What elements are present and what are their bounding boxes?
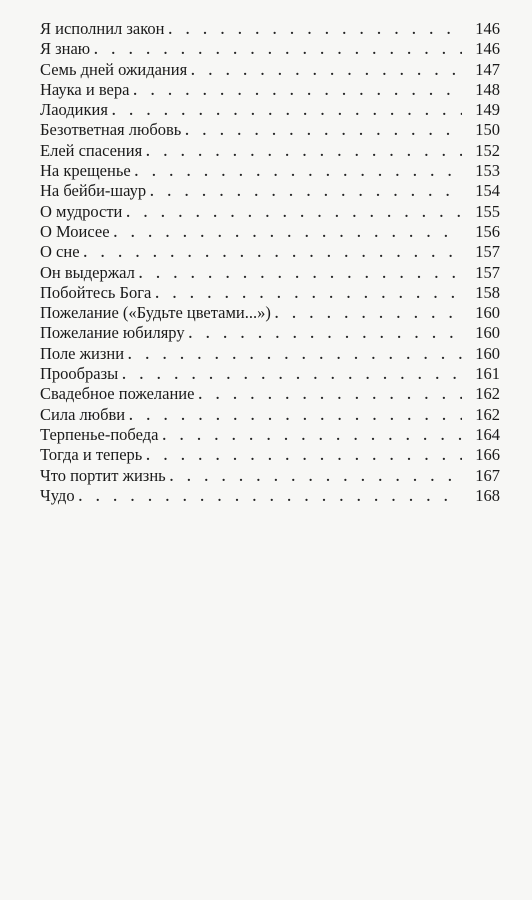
toc-entry xyxy=(40,242,500,262)
toc-entry-page: 148 xyxy=(475,79,500,99)
toc-entry-page: 157 xyxy=(475,242,500,262)
toc-entry-title: Лаодикия xyxy=(40,100,108,120)
toc-entry-page: 152 xyxy=(475,140,500,160)
toc-entry-page: 167 xyxy=(475,465,500,485)
toc-dot-leader xyxy=(162,427,462,447)
toc-dot-leader xyxy=(170,468,462,488)
toc-entry-title: Что портит жизнь xyxy=(40,465,166,485)
toc-entry-page: 153 xyxy=(475,161,500,181)
toc-dot-leader xyxy=(112,102,462,122)
toc-entry xyxy=(40,141,500,161)
toc-dot-leader xyxy=(189,325,462,345)
toc-entry xyxy=(40,19,500,39)
toc-dot-leader xyxy=(114,224,462,244)
toc-entry-page: 160 xyxy=(475,323,500,343)
toc-entry-title: Терпенье-победа xyxy=(40,424,159,444)
toc-entry-title: Безответная любовь xyxy=(40,120,182,140)
table-of-contents xyxy=(40,19,500,506)
toc-dot-leader xyxy=(94,41,462,61)
toc-entry xyxy=(40,364,500,384)
toc-entry-title: Наука и вера xyxy=(40,79,130,99)
toc-dot-leader xyxy=(146,447,462,467)
toc-entry xyxy=(40,303,500,323)
toc-dot-leader xyxy=(191,62,462,82)
toc-entry-title: Семь дней ожидания xyxy=(40,59,188,79)
toc-entry-title: На крещенье xyxy=(40,161,131,181)
toc-entry-page: 162 xyxy=(475,404,500,424)
toc-dot-leader xyxy=(198,386,462,406)
toc-entry-title: О сне xyxy=(40,242,80,262)
toc-entry-page: 162 xyxy=(475,384,500,404)
toc-entry-page: 168 xyxy=(475,485,500,505)
toc-dot-leader xyxy=(146,143,462,163)
toc-entry-page: 146 xyxy=(475,39,500,59)
toc-entry-page: 146 xyxy=(475,19,500,38)
toc-dot-leader xyxy=(135,163,462,183)
toc-entry xyxy=(40,202,500,222)
toc-entry-title: На бейби-шаур xyxy=(40,181,147,201)
toc-entry-page: 166 xyxy=(475,445,500,465)
toc-entry-title: О мудрости xyxy=(40,201,123,221)
toc-entry xyxy=(40,222,500,242)
toc-entry-title: Я знаю xyxy=(40,39,91,59)
toc-entry xyxy=(40,120,500,140)
toc-entry xyxy=(40,445,500,465)
toc-dot-leader xyxy=(84,244,462,264)
toc-entry-title: Поле жизни xyxy=(40,343,125,363)
toc-entry-title: Я исполнил закон xyxy=(40,19,165,38)
toc-entry-title: Побойтесь Бога xyxy=(40,282,152,302)
toc-entry xyxy=(40,39,500,59)
toc-entry-title: Чудо xyxy=(40,485,75,505)
toc-dot-leader xyxy=(129,407,462,427)
toc-entry-title: Свадебное пожелание xyxy=(40,384,195,404)
toc-entry-page: 161 xyxy=(475,364,500,384)
toc-entry xyxy=(40,486,500,506)
toc-entry-title: Пожелание юбиляру xyxy=(40,323,185,343)
toc-entry-title: О Моисее xyxy=(40,221,110,241)
toc-entry xyxy=(40,283,500,303)
toc-dot-leader xyxy=(150,183,462,203)
toc-entry xyxy=(40,181,500,201)
toc-entry xyxy=(40,323,500,343)
toc-entry-page: 158 xyxy=(475,282,500,302)
toc-entry-page: 164 xyxy=(475,424,500,444)
toc-entry-title: Тогда и теперь xyxy=(40,445,143,465)
toc-entry-page: 160 xyxy=(475,303,500,323)
toc-entry-title: Пожелание («Будьте цветами...») xyxy=(40,303,271,323)
toc-entry xyxy=(40,80,500,100)
toc-dot-leader xyxy=(126,204,462,224)
toc-dot-leader xyxy=(79,488,462,508)
toc-dot-leader xyxy=(155,285,462,305)
toc-dot-leader xyxy=(128,346,462,366)
toc-entry-title: Сила любви xyxy=(40,404,126,424)
toc-entry xyxy=(40,466,500,486)
toc-entry-page: 155 xyxy=(475,201,500,221)
toc-entry xyxy=(40,60,500,80)
toc-entry-page: 160 xyxy=(475,343,500,363)
toc-entry-page: 156 xyxy=(475,221,500,241)
toc-entry xyxy=(40,263,500,283)
toc-dot-leader xyxy=(133,82,462,102)
toc-entry-title: Елей спасения xyxy=(40,140,143,160)
toc-entry-page: 147 xyxy=(475,59,500,79)
toc-dot-leader xyxy=(169,21,463,41)
toc-dot-leader xyxy=(139,265,462,285)
toc-entry xyxy=(40,425,500,445)
toc-dot-leader xyxy=(275,305,462,325)
toc-entry xyxy=(40,100,500,120)
toc-dot-leader xyxy=(185,122,462,142)
toc-entry-title: Он выдержал xyxy=(40,262,135,282)
toc-entry xyxy=(40,384,500,404)
toc-entry xyxy=(40,405,500,425)
toc-entry-page: 149 xyxy=(475,100,500,120)
toc-entry-page: 150 xyxy=(475,120,500,140)
toc-entry-page: 157 xyxy=(475,262,500,282)
toc-dot-leader xyxy=(122,366,462,386)
toc-entry xyxy=(40,344,500,364)
toc-entry-page: 154 xyxy=(475,181,500,201)
toc-entry-title: Прообразы xyxy=(40,364,119,384)
toc-entry xyxy=(40,161,500,181)
